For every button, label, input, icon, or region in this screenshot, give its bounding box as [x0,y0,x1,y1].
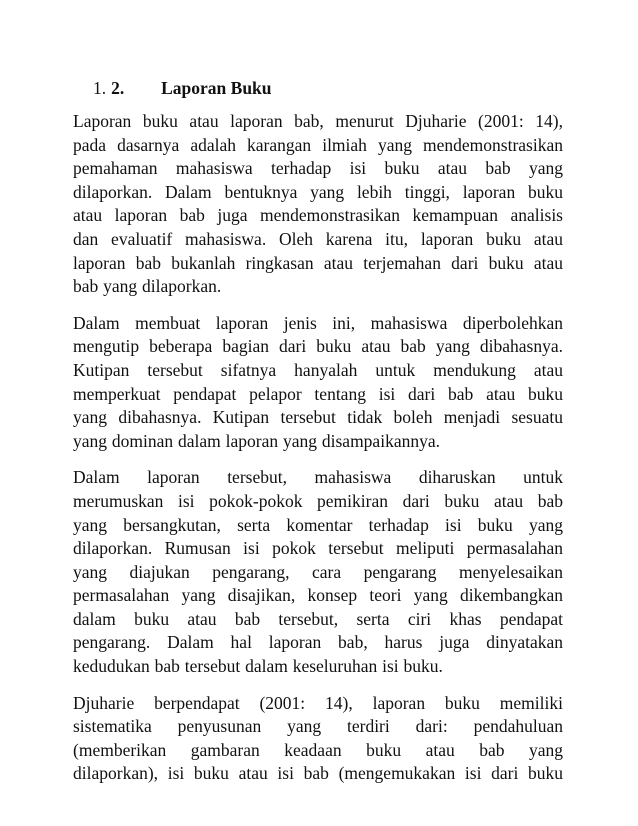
paragraph-line: permasalahan yang disajikan, konsep teori yang dikembangkan [73,585,563,606]
paragraph-line: yang diajukan pengarang, cara pengarang menyelesaikan [73,561,563,582]
paragraph-line: dilaporkan. Rumusan isi pokok tersebut meliputi permasalahan [73,538,563,559]
section-number-prefix: 1. [93,78,107,98]
paragraph-line: Laporan buku atau laporan bab, menurut Djuharie (2001: 14), [73,111,563,131]
paragraph-line: Dalam laporan tersebut, mahasiswa diharuskan untuk [73,467,563,488]
paragraph-line: dilaporkan. Dalam bentuknya yang lebih tinggi, laporan buku [73,181,563,202]
paragraph-line: Dalam membuat laporan jenis ini, mahasiswa diperbolehkan [73,312,563,333]
paragraph-line: memperkuat pendapat pelapor tentang isi dari bab atau buku [73,383,563,404]
paragraph [73,466,563,678]
body-text [73,110,563,786]
paragraph-line: dalam buku atau bab tersebut, serta ciri khas pendapat [73,608,563,629]
paragraph-line: (memberikan gambaran keadaan buku atau bab yang [73,739,563,760]
document-page [73,74,563,799]
paragraph-line: Kutipan tersebut sifatnya hanyalah untuk mendukung atau [73,359,563,380]
section-number: 2. [111,78,125,98]
paragraph-line: pada dasarnya adalah karangan ilmiah yang mendemonstrasikan [73,134,563,155]
paragraph [73,110,563,299]
paragraph-line: yang bersangkutan, serta komentar terhadap isi buku yang [73,514,563,535]
paragraph-line: pemahaman mahasiswa terhadap isi buku atau bab yang [73,158,563,179]
section-heading [93,74,563,102]
paragraph-line: merumuskan isi pokok-pokok pemikiran dari buku atau bab [73,490,563,511]
paragraph-line: dan evaluatif mahasiswa. Oleh karena itu, laporan buku atau [73,228,563,249]
paragraph-line: yang dominan dalam laporan yang disampaikannya. [73,430,440,451]
paragraph-line: sistematika penyusunan yang terdiri dari: pendahuluan [73,716,563,737]
paragraph-line: Djuharie berpendapat (2001: 14), laporan buku memiliki [73,692,563,713]
paragraph [73,312,563,454]
paragraph-line: mengutip beberapa bagian dari buku atau bab yang dibahasnya. [73,336,563,357]
paragraph-line: laporan bab bukanlah ringkasan atau terjemahan dari buku atau [73,252,563,273]
paragraph-line: kedudukan bab tersebut dalam keseluruhan isi buku. [73,656,443,677]
section-title: Laporan Buku [161,78,272,98]
paragraph-line: yang dibahasnya. Kutipan tersebut tidak boleh menjadi sesuatu [73,407,563,428]
paragraph [73,692,563,786]
paragraph-line: pengarang. Dalam hal laporan bab, harus juga dinyatakan [73,632,563,653]
paragraph-line: bab yang dilaporkan. [73,276,222,297]
paragraph-line: atau laporan bab juga mendemonstrasikan kemampuan analisis [73,205,563,226]
paragraph-line: dilaporkan), isi buku atau isi bab (mengemukakan isi dari buku [73,763,563,784]
